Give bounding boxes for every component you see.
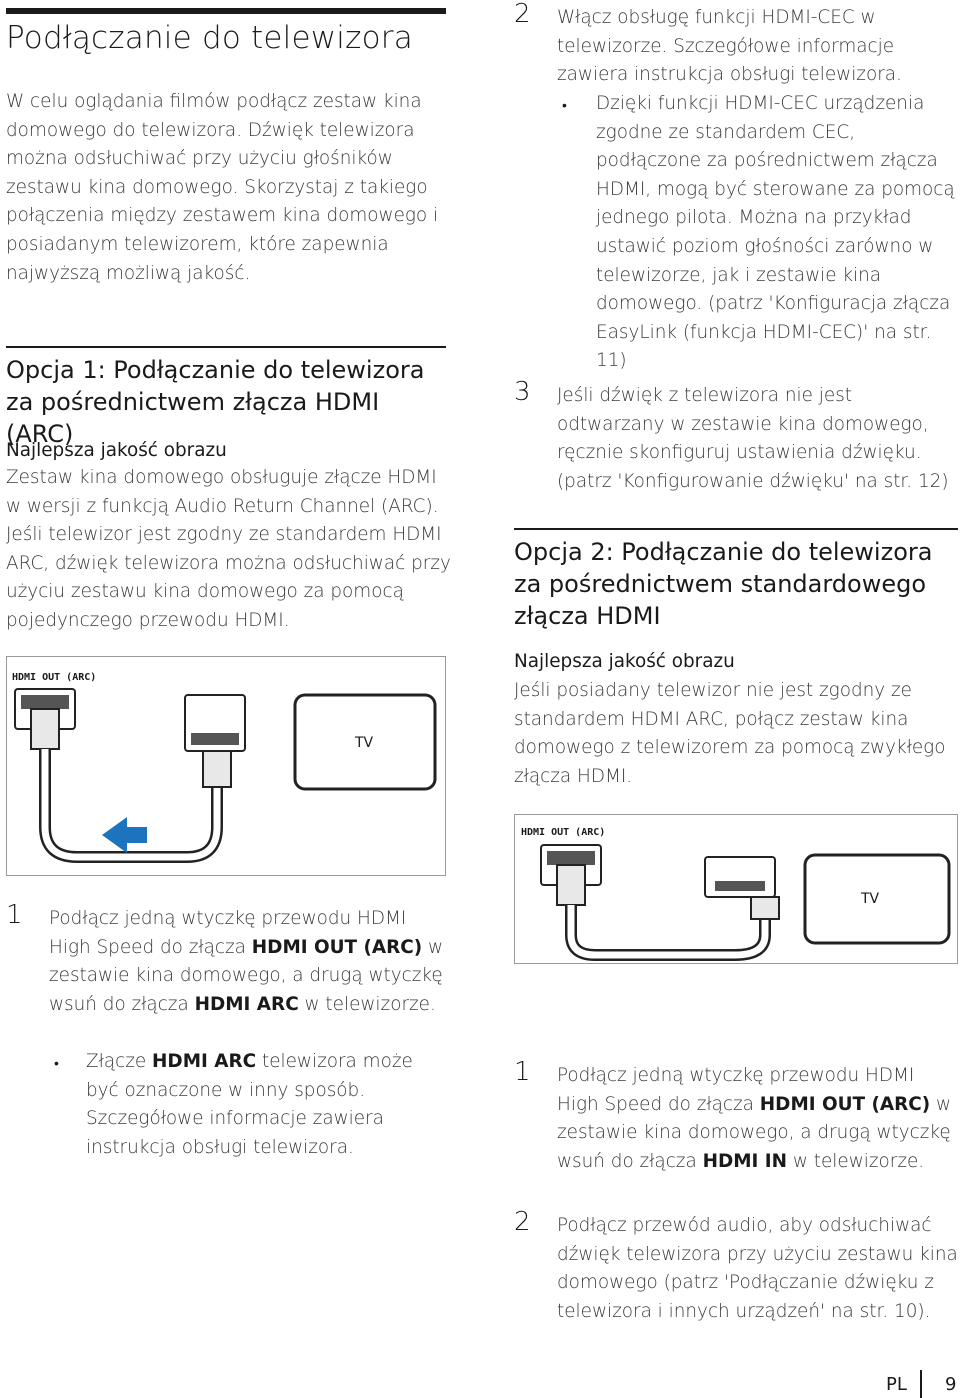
step-text: Podłącz jedną wtyczkę przewodu HDMI High Speed do złącza (49, 908, 407, 958)
footer-divider (920, 1370, 922, 1398)
hdmi-standard-diagram-svg (515, 815, 959, 965)
section-rule (514, 528, 958, 530)
footer-page-number: 9 (945, 1374, 957, 1395)
option1-subtitle: Najlepsza jakość obrazu (6, 440, 227, 461)
hdmi-out-arc-label: HDMI OUT (ARC) (12, 672, 97, 683)
intro-paragraph: W celu oglądania filmów podłącz zestaw kina domowego do telewizora. Dźwięk telewizora można odsłuchiwać przy użyciu głośników zestawu kina domowego. Skorzystaj z takiego połączenia między zestawem kina domowego i posiadanym telewizorem, które zapewnia najwyższą możliwą jakość. (6, 91, 439, 284)
tv-label: TV (355, 735, 374, 751)
section-rule (6, 346, 446, 348)
hdmi-arc-diagram-svg (7, 657, 447, 877)
step-text: w telewizorze. (298, 993, 436, 1015)
step-number: 1 (6, 900, 23, 930)
step-bold: HDMI IN (702, 1150, 788, 1172)
step-number: 1 (514, 1057, 531, 1087)
bullet-dot-icon: • (54, 1056, 59, 1072)
hdmi-standard-diagram (514, 814, 958, 964)
page-title: Podłączanie do telewizora (6, 20, 413, 56)
option2-title: Opcja 2: Podłączanie do telewizora za pośrednictwem standardowego złącza HDMI (514, 538, 933, 630)
step-text: Podłącz przewód audio, aby odsłuchiwać dźwięk telewizora przy użyciu zestawu kina domowego (patrz 'Podłączanie dźwięku z telewizora i innych urządzeń' na str. 10). (557, 1215, 958, 1322)
arc-arrow-icon (102, 817, 147, 853)
hdmi-arc-diagram (6, 656, 446, 876)
tv-label: TV (861, 891, 880, 907)
option1-title: Opcja 1: Podłączanie do telewizora za pośrednictwem złącza HDMI (ARC) (6, 356, 425, 448)
step-number: 3 (514, 377, 531, 407)
step-text: w zestawie kina domowego, a drugą wtyczkę wsuń do złącza (557, 1093, 952, 1172)
step-bold: HDMI ARC (194, 993, 299, 1015)
bullet-text: Dzięki funkcji HDMI-CEC urządzenia zgodne ze standardem CEC, podłączone za pośrednictwem złącza HDMI, mogą być sterowane za pomocą jednego pilota. Można na przykład ustawić poziom głośności zarówno w telewizorze, jak i zestawie kina domowego. (patrz 'Konfiguracja złącza EasyLink (funkcja HDMI-CEC)' na str. 11) (596, 93, 955, 372)
top-rule (6, 8, 446, 14)
option1-body: Zestaw kina domowego obsługuje złącze HDMI w wersji z funkcją Audio Return Channel (ARC). Jeśli telewizor jest zgodny ze standardem HDMI ARC, dźwięk telewizora można odsłuchiwać przy użyciu zestawu kina domowego za pomocą pojedynczego przewodu HDMI. (6, 467, 451, 631)
step-bold: HDMI OUT (ARC) (251, 936, 423, 958)
step-text: Jeśli dźwięk z telewizora nie jest odtwarzany w zestawie kina domowego, ręcznie skonfiguruj ustawienia dźwięku. (patrz 'Konfigurowanie dźwięku' na str. 12) (557, 385, 949, 492)
bullet-text: telewizora może być oznaczone w inny sposób. Szczegółowe informacje zawiera instrukcja obsługi telewizora. (86, 1051, 413, 1158)
footer-language: PL (886, 1374, 907, 1395)
bullet-bold: HDMI ARC (152, 1051, 257, 1072)
step-text: w zestawie kina domowego, a drugą wtyczkę wsuń do złącza (49, 936, 444, 1015)
step-text: Podłącz jedną wtyczkę przewodu HDMI High Speed do złącza (557, 1065, 915, 1115)
step-number: 2 (514, 1207, 531, 1237)
hdmi-out-arc-label: HDMI OUT (ARC) (521, 827, 606, 838)
option2-subtitle: Najlepsza jakość obrazu (514, 651, 735, 672)
step-text: w telewizorze. (787, 1150, 925, 1172)
option2-body: Jeśli posiadany telewizor nie jest zgodny ze standardem HDMI ARC, połącz zestaw kina domowego z telewizorem za pomocą zwykłego złącza HDMI. (514, 680, 946, 787)
bullet-text: Złącze (86, 1051, 153, 1072)
step-text: Włącz obsługę funkcji HDMI-CEC w telewizorze. Szczegółowe informacje zawiera instrukcja obsługi telewizora. (557, 7, 902, 86)
step-number: 2 (514, 0, 531, 29)
step-bold: HDMI OUT (ARC) (759, 1093, 931, 1115)
bullet-dot-icon: • (562, 98, 567, 114)
